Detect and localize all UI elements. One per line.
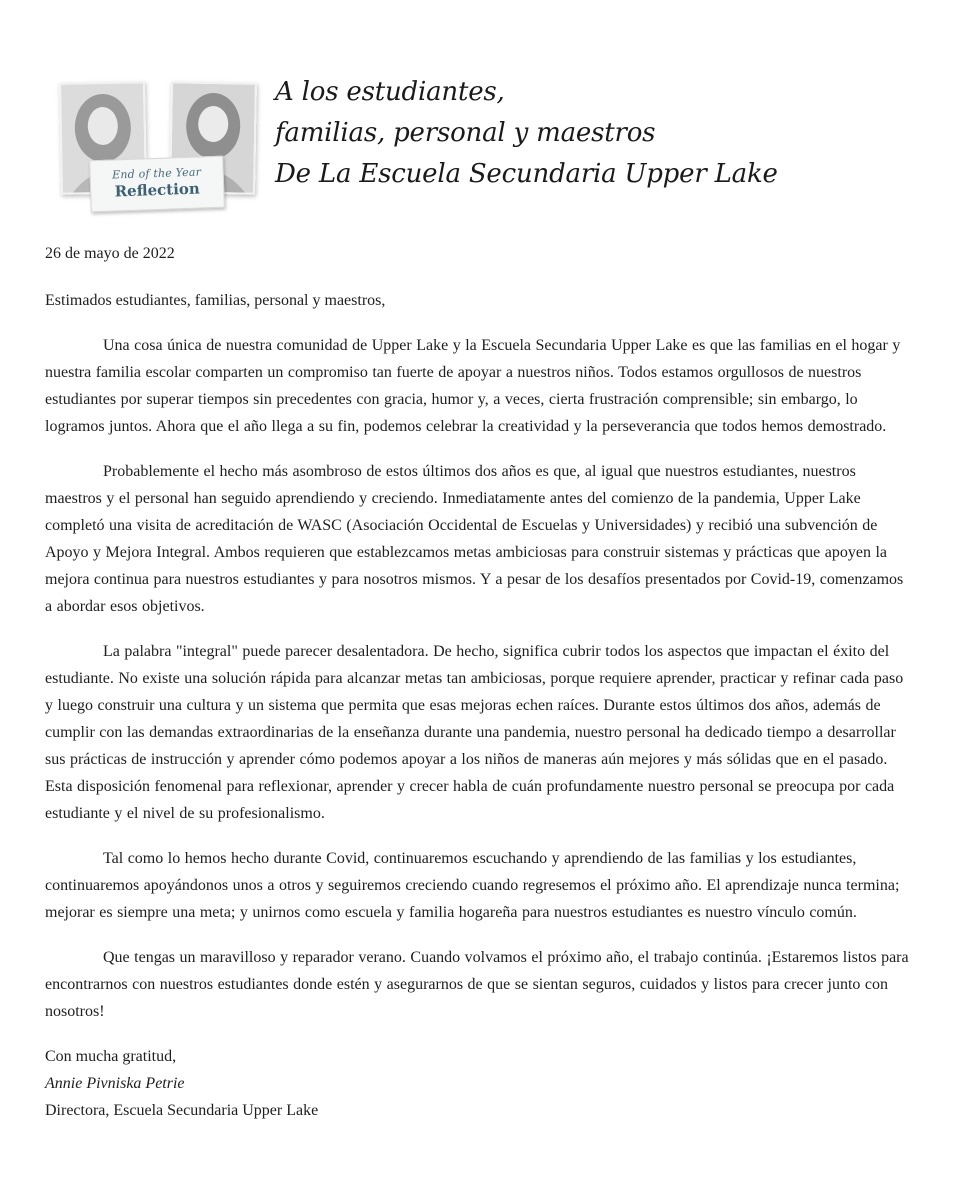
badge-line-2: Reflection (114, 179, 201, 201)
paragraph-5: Que tengas un maravilloso y reparador verano. Cuando volvamos el próximo año, el trabajo continúa. ¡Estaremos listos para encontrarnos con nuestros estudiantes donde estén y asegurarnos de que se sientan seguros, cuidados y listos para crecer junto con nosotros! (45, 949, 909, 1020)
title-line-3: De La Escuela Secundaria Upper Lake (275, 159, 778, 189)
title-line-1: A los estudiantes, (275, 77, 505, 107)
letter-header (0, 0, 965, 240)
signer-title: Directora, Escuela Secundaria Upper Lake (45, 1102, 319, 1119)
photo-collage (58, 82, 238, 222)
letter-closing (45, 1043, 911, 1124)
paragraph-4: Tal como lo hemos hecho durante Covid, continuaremos escuchando y aprendiendo de las familias y los estudiantes, continuaremos apoyándonos unos a otros y seguiremos creciendo cuando regresemos el próximo año. El aprendizaje nunca termina; mejorar es siempre una meta; y unirnos como escuela y familia hogareña para nuestros estudiantes es nuestro vínculo común. (45, 850, 900, 921)
salutation: Estimados estudiantes, familias, personal y maestros, (45, 292, 386, 309)
letter-date: 26 de mayo de 2022 (45, 245, 175, 262)
closing-phrase: Con mucha gratitud, (45, 1048, 177, 1065)
signer-name: Annie Pivniska Petrie (45, 1075, 185, 1092)
reflection-badge (89, 156, 225, 213)
paragraph-3: La palabra "integral" puede parecer desalentadora. De hecho, significa cubrir todos los aspectos que impactan el éxito del estudiante. No existe una solución rápida para alcanzar metas tan ambiciosas, porque requiere aprender, practicar y refinar cada paso y luego construir una cultura y un sistema que permita que esas mejoras echen raíces. Durante estos últimos dos años, además de cumplir con las demandas extraordinarias de la enseñanza durante una pandemia, nuestro personal ha dedicado tiempo a desarrollar sus prácticas de instrucción y aprender cómo podemos apoyar a los niños de maneras aún mejores y más sólidas que en el pasado. Esta disposición fenomenal para reflexionar, aprender y crecer habla de cuán profundamente nuestro personal se preocupa por cada estudiante y el nivel de su profesionalismo. (45, 643, 904, 822)
letter-title (275, 72, 778, 195)
paragraph-2: Probablemente el hecho más asombroso de estos últimos dos años es que, al igual que nuestros estudiantes, nuestros maestros y el personal han seguido aprendiendo y creciendo. Inmediatamente antes del comienzo de la pandemia, Upper Lake completó una visita de acreditación de WASC (Asociación Occidental de Escuelas y Universidades) y recibió una subvención de Apoyo y Mejora Integral. Ambos requieren que establezcamos metas ambiciosas para construir sistemas y prácticas que apoyen la mejora continua para nuestros estudiantes y para nosotros mismos. Y a pesar de los desafíos presentados por Covid-19, comenzamos a abordar esos objetivos. (45, 463, 904, 615)
badge-line-1: End of the Year (111, 165, 202, 182)
letter-body (45, 240, 911, 1124)
title-line-2: familias, personal y maestros (275, 118, 656, 148)
paragraph-1: Una cosa única de nuestra comunidad de Upper Lake y la Escuela Secundaria Upper Lake es que las familias en el hogar y nuestra familia escolar comparten un compromiso tan fuerte de apoyar a nuestros niños. Todos estamos orgullosos de nuestros estudiantes por superar tiempos sin precedentes con gracia, humor y, a veces, cierta frustración comprensible; sin embargo, lo logramos juntos. Ahora que el año llega a su fin, podemos celebrar la creatividad y la perseverancia que todos hemos demostrado. (45, 337, 901, 435)
